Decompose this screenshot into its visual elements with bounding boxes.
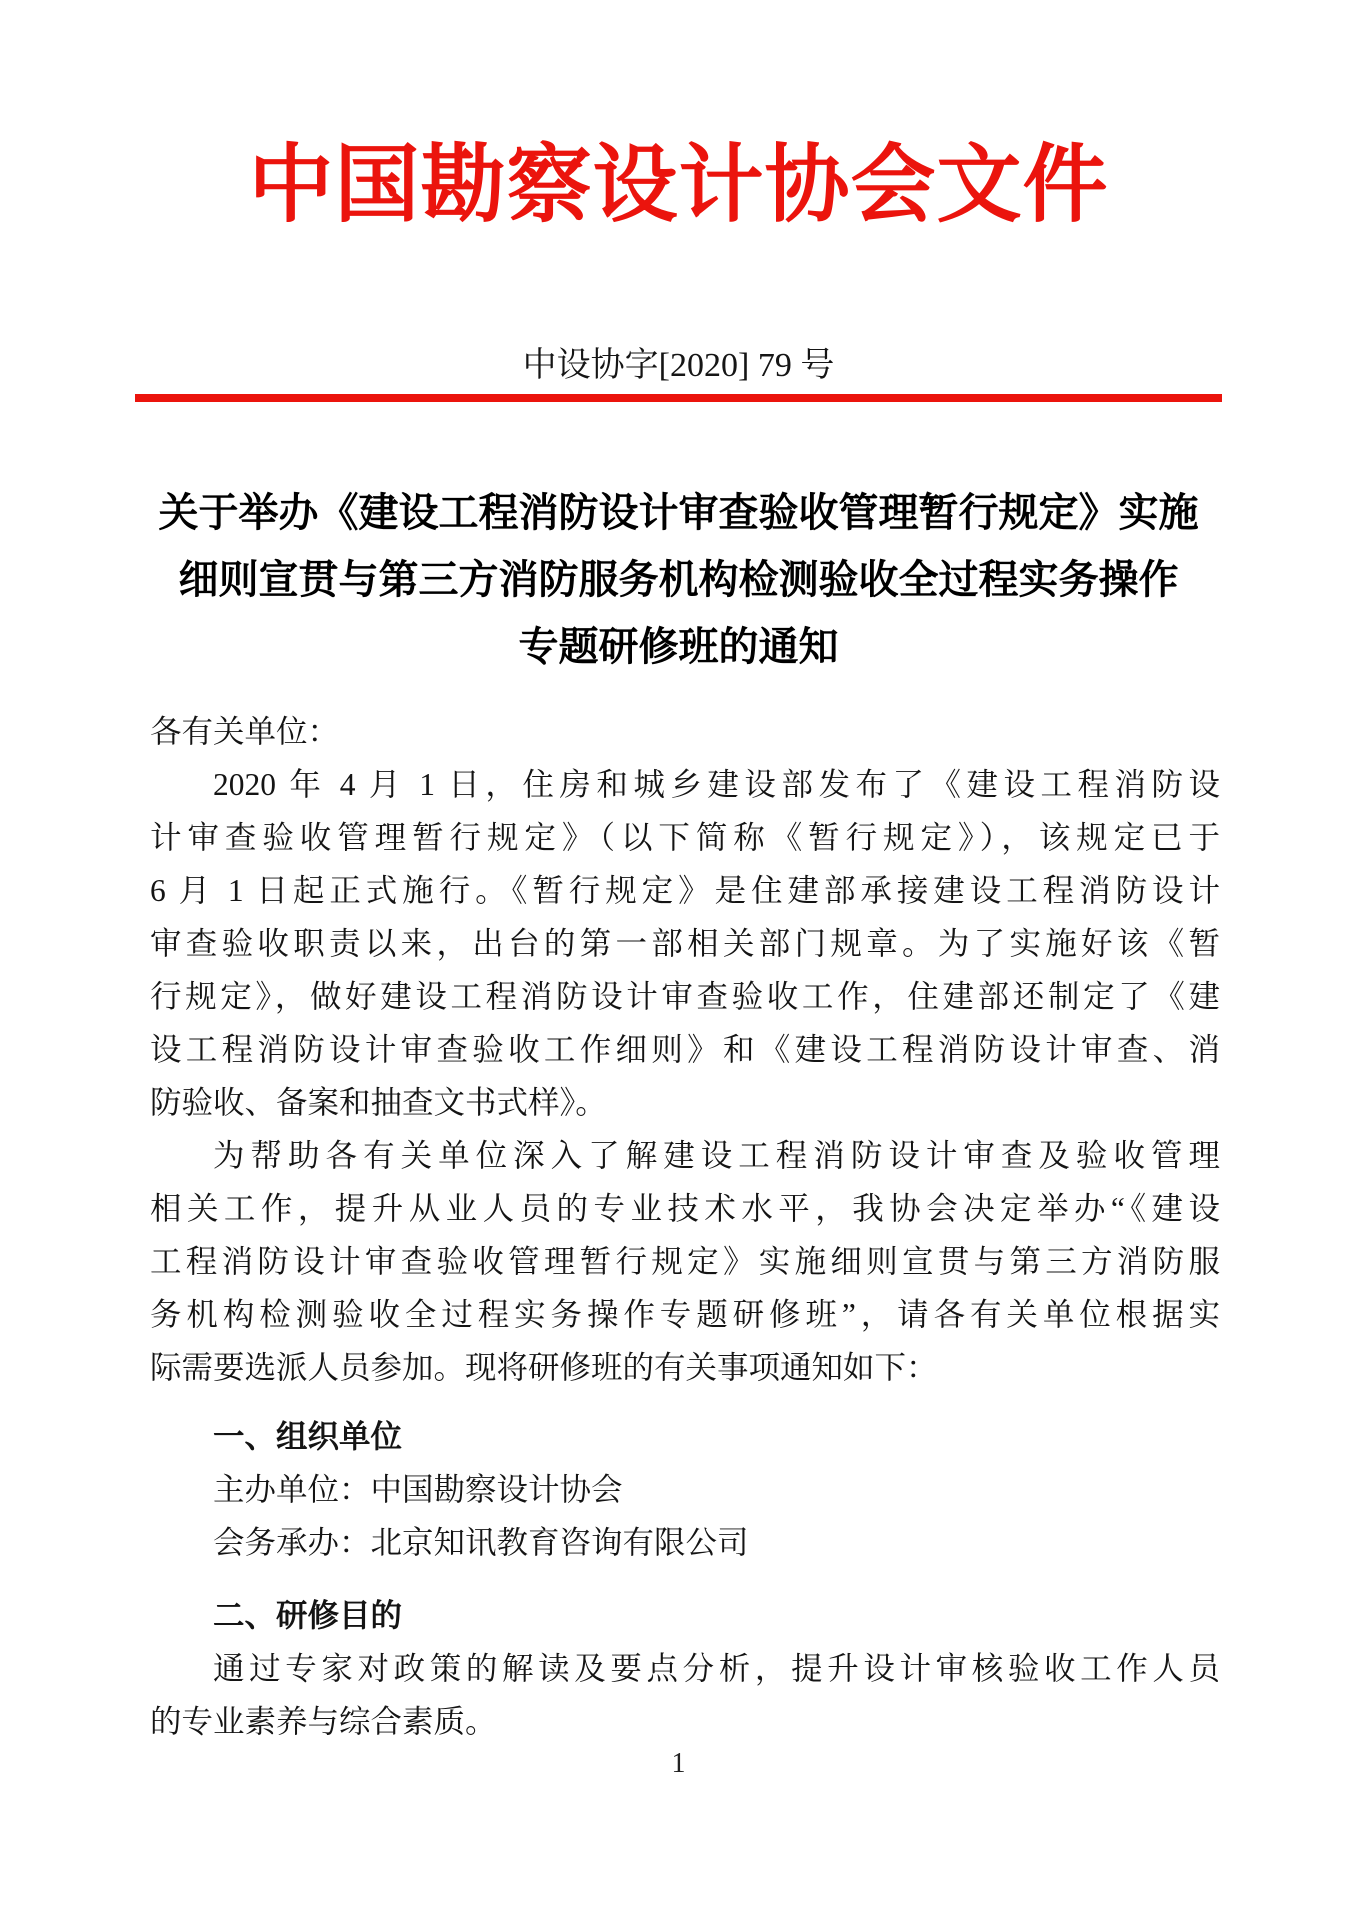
red-divider-line <box>135 394 1222 402</box>
body-line: 际需要选派人员参加。现将研修班的有关事项通知如下： <box>150 1350 938 1385</box>
body-line: 务机构检测验收全过程实务操作专题研修班”，请各有关单位根据实 <box>150 1297 1220 1332</box>
org-letterhead-title: 中国勘察设计协会文件 <box>248 138 1109 233</box>
doc-number: 中设协字[2020] 79 号 <box>522 347 835 384</box>
title-line-2: 细则宣贯与第三方消防服务机构检测验收全过程实务操作 <box>178 558 1179 602</box>
title-line-3: 专题研修班的通知 <box>518 625 839 669</box>
body-line: 行规定》，做好建设工程消防设计审查验收工作，住建部还制定了《建 <box>150 979 1220 1014</box>
host-unit-line: 主办单位：中国勘察设计协会 <box>213 1472 623 1507</box>
paragraph-2 <box>150 1129 1220 1394</box>
body-line: 2020 年 4 月 1 日，住房和城乡建设部发布了《建设工程消防设 <box>213 767 1220 802</box>
body-line: 计审查验收管理暂行规定》（以下简称《暂行规定》），该规定已于 <box>150 820 1220 855</box>
body-line: 设工程消防设计审查验收工作细则》和《建设工程消防设计审查、消 <box>150 1032 1220 1067</box>
page-number: 1 <box>671 1748 686 1779</box>
body-line: 工程消防设计审查验收管理暂行规定》实施细则宣贯与第三方消防服 <box>150 1244 1220 1279</box>
salutation: 各有关单位： <box>150 714 340 749</box>
body-line: 相关工作，提升从业人员的专业技术水平，我协会决定举办“《建设 <box>150 1191 1220 1226</box>
document-body <box>0 705 1220 1748</box>
organizer-line: 会务承办：北京知讯教育咨询有限公司 <box>213 1525 749 1560</box>
body-line: 为帮助各有关单位深入了解建设工程消防设计审查及验收管理 <box>213 1138 1220 1173</box>
document-title <box>0 480 1357 681</box>
section-purpose <box>150 1589 1220 1748</box>
body-line: 审查验收职责以来，出台的第一部相关部门规章。为了实施好该《暂 <box>150 926 1220 961</box>
body-line: 防验收、备案和抽查文书式样》。 <box>150 1085 607 1120</box>
body-line: 的专业素养与综合素质。 <box>150 1704 497 1739</box>
paragraph-1 <box>150 758 1220 1129</box>
title-line-1: 关于举办《建设工程消防设计审查验收管理暂行规定》实施 <box>158 491 1199 535</box>
section-heading-1: 一、组织单位 <box>213 1419 403 1454</box>
body-line: 6 月 1 日起正式施行。《暂行规定》是住建部承接建设工程消防设计 <box>150 873 1220 908</box>
body-line: 通过专家对政策的解读及要点分析，提升设计审核验收工作人员 <box>213 1651 1220 1686</box>
section-heading-2: 二、研修目的 <box>213 1598 403 1633</box>
section-organizers <box>150 1410 1220 1569</box>
